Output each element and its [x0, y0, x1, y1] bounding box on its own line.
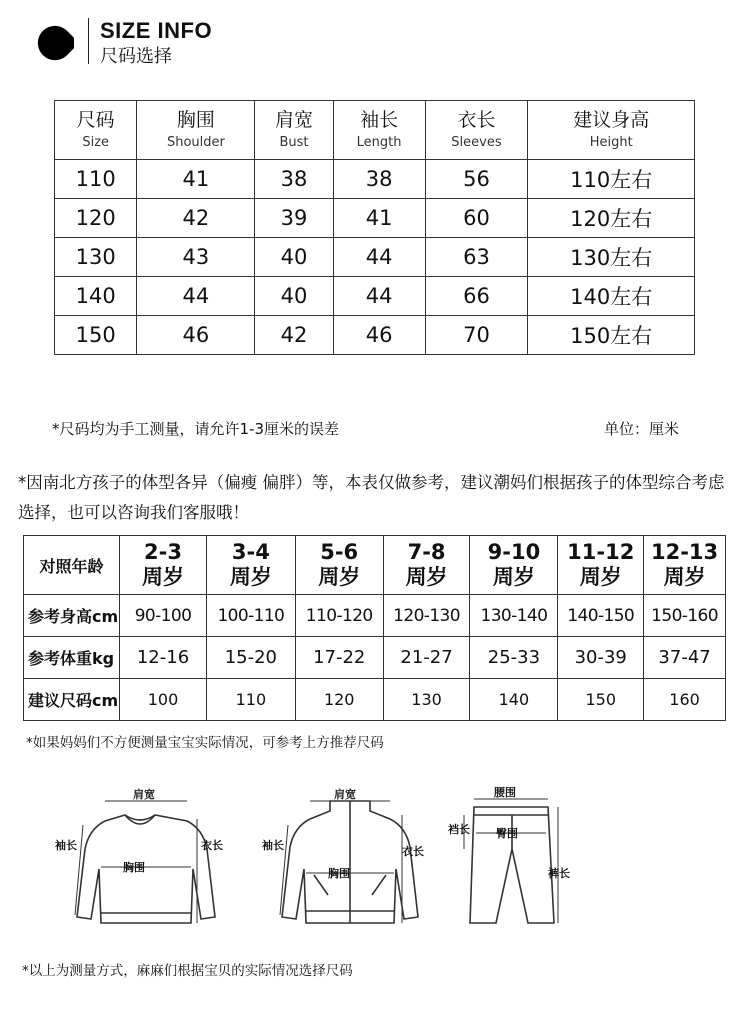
size-cell: 110	[206, 679, 295, 721]
table-cell: 39	[255, 199, 333, 238]
table-cell: 44	[333, 238, 425, 277]
sweater-shoulder-label: 肩宽	[133, 788, 155, 801]
weight-cell: 12-16	[120, 637, 207, 679]
weight-cell: 17-22	[295, 637, 383, 679]
height-cell: 90-100	[120, 595, 207, 637]
pants-crotch-label: 裆长	[448, 823, 470, 836]
weight-label: 参考体重kg	[24, 637, 120, 679]
table-cell: 41	[137, 160, 255, 199]
size-row	[24, 679, 726, 721]
sweater-diagram	[55, 785, 240, 935]
measure-note: *尺码均为手工测量，请允许1-3厘米的误差	[52, 420, 340, 438]
table-cell: 130	[55, 238, 137, 277]
page-title: SIZE INFO	[100, 18, 213, 43]
age-cell: 3-4 周岁	[206, 536, 295, 595]
age-cell: 7-8 周岁	[383, 536, 470, 595]
size-table	[54, 100, 695, 355]
age-cell: 11-12 周岁	[558, 536, 644, 595]
table-cell: 41	[333, 199, 425, 238]
table-cell: 120左右	[528, 199, 695, 238]
age-cell: 9-10 周岁	[470, 536, 558, 595]
jacket-diagram	[262, 785, 442, 935]
age-cell: 12-13 周岁	[644, 536, 726, 595]
age-reference-table	[23, 535, 726, 721]
size-label: 建议尺码cm	[24, 679, 120, 721]
table-cell: 60	[425, 199, 528, 238]
height-cell: 100-110	[206, 595, 295, 637]
sweater-outline-icon	[77, 815, 215, 923]
table-cell: 140左右	[528, 277, 695, 316]
bullet-drop-icon	[36, 24, 74, 62]
weight-cell: 15-20	[206, 637, 295, 679]
jacket-sleeve-label: 袖长	[262, 839, 284, 852]
pants-waist-label: 腰围	[494, 786, 516, 799]
table-row	[55, 277, 695, 316]
size-cell: 160	[644, 679, 726, 721]
sweater-sleeve-label: 袖长	[55, 839, 77, 852]
age-cell: 2-3 周岁	[120, 536, 207, 595]
table-cell: 46	[333, 316, 425, 355]
pants-measure-lines	[464, 799, 558, 923]
table-cell: 43	[137, 238, 255, 277]
table-cell: 42	[137, 199, 255, 238]
table-cell: 130左右	[528, 238, 695, 277]
pants-hip-label: 臀围	[496, 827, 518, 840]
table-row	[55, 160, 695, 199]
table-cell: 44	[137, 277, 255, 316]
header-cell: 尺码 Size	[55, 101, 137, 160]
weight-row	[24, 637, 726, 679]
pants-outline-icon	[470, 807, 554, 923]
header-cell: 胸围 Shoulder	[137, 101, 255, 160]
size-cell: 100	[120, 679, 207, 721]
table-cell: 70	[425, 316, 528, 355]
jacket-chest-label: 胸围	[328, 867, 350, 880]
size-cell: 120	[295, 679, 383, 721]
size-cell: 140	[470, 679, 558, 721]
height-cell: 150-160	[644, 595, 726, 637]
size-table-header-row	[55, 101, 695, 160]
size-cell: 130	[383, 679, 470, 721]
sweater-chest-label: 胸围	[123, 861, 145, 874]
height-cell: 120-130	[383, 595, 470, 637]
table-cell: 110	[55, 160, 137, 199]
table-cell: 38	[333, 160, 425, 199]
weight-cell: 21-27	[383, 637, 470, 679]
table-cell: 140	[55, 277, 137, 316]
weight-cell: 37-47	[644, 637, 726, 679]
table-cell: 120	[55, 199, 137, 238]
table-cell: 110左右	[528, 160, 695, 199]
table-cell: 40	[255, 277, 333, 316]
height-cell: 110-120	[295, 595, 383, 637]
weight-cell: 25-33	[470, 637, 558, 679]
pants-diagram	[448, 785, 578, 935]
header-cell: 肩宽 Bust	[255, 101, 333, 160]
age-cell: 5-6 周岁	[295, 536, 383, 595]
height-row	[24, 595, 726, 637]
header-cell: 衣长 Sleeves	[425, 101, 528, 160]
size-cell: 150	[558, 679, 644, 721]
header-cell: 建议身高 Height	[528, 101, 695, 160]
unit-label: 单位：厘米	[604, 420, 680, 438]
age-corner-label: 对照年龄	[24, 536, 120, 595]
header-divider	[88, 18, 89, 64]
page-subtitle: 尺码选择	[100, 46, 172, 67]
age-row	[24, 536, 726, 595]
pants-length-label: 裤长	[548, 867, 570, 880]
header-cell: 袖长 Length	[333, 101, 425, 160]
table-row	[55, 316, 695, 355]
height-cell: 140-150	[558, 595, 644, 637]
recommend-note: *如果妈妈们不方便测量宝宝实际情况，可参考上方推荐尺码	[26, 735, 384, 751]
table-cell: 63	[425, 238, 528, 277]
height-cell: 130-140	[470, 595, 558, 637]
table-cell: 150	[55, 316, 137, 355]
table-cell: 56	[425, 160, 528, 199]
table-row	[55, 238, 695, 277]
table-cell: 150左右	[528, 316, 695, 355]
table-cell: 46	[137, 316, 255, 355]
table-cell: 66	[425, 277, 528, 316]
body-type-note: *因南北方孩子的体型各异（偏瘦 偏胖）等，本表仅做参考，建议潮妈们根据孩子的体型综合考虑选择，也可以咨询我们客服哦！	[18, 473, 725, 522]
table-cell: 42	[255, 316, 333, 355]
measure-method-note: *以上为测量方式，麻麻们根据宝贝的实际情况选择尺码	[22, 963, 353, 979]
table-cell: 38	[255, 160, 333, 199]
table-row	[55, 199, 695, 238]
sweater-length-label: 衣长	[201, 839, 223, 852]
table-cell: 44	[333, 277, 425, 316]
jacket-shoulder-label: 肩宽	[334, 788, 356, 801]
jacket-length-label: 衣长	[402, 845, 424, 858]
height-label: 参考身高cm	[24, 595, 120, 637]
jacket-outline-icon	[282, 801, 418, 923]
table-cell: 40	[255, 238, 333, 277]
weight-cell: 30-39	[558, 637, 644, 679]
